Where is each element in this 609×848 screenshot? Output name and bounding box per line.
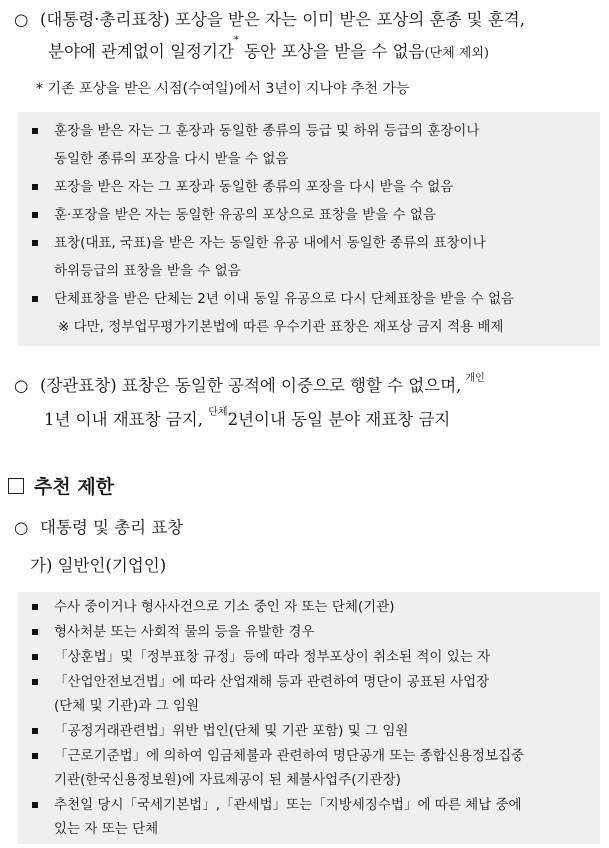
section-heading (8, 472, 114, 499)
paragraph-line: 2년이내 동일 분야 재표창 금지 (227, 410, 451, 429)
circle-bullet: ○ (14, 518, 29, 537)
list-item-text: 표창(대표, 국표)을 받은 자는 동일한 유공 내에서 동일한 종류의 표창이나 (54, 235, 486, 251)
list-item-text: 단체표창을 받은 단체는 2년 이내 동일 유공으로 다시 단체표창을 받을 수 없음 (54, 291, 515, 307)
square-bullet-icon (32, 128, 38, 134)
list-item-text: 수사 중이거나 형사사건으로 기소 중인 자 또는 단체(기관) (54, 599, 395, 615)
list-item-continuation: 기관(한국신용정보원)에 자료제공이 된 체불사업주(기관장) (54, 772, 401, 788)
list-item-text: 훈·포장을 받은 자는 동일한 유공의 포상으로 표창을 받을 수 없음 (54, 207, 436, 223)
paragraph-line: 1년 이내 재표창 금지, (44, 410, 203, 429)
circle-bullet: ○ (14, 376, 29, 395)
list-item-text: 「공정거래관련법」위반 법인(단체 및 기관 포함) 및 그 임원 (54, 723, 409, 739)
list-item-text: 「근로기준법」에 의하여 임금체불과 관련하여 명단공개 또는 종합신용정보집중 (54, 748, 525, 764)
list-item-text: 「산업안전보건법」에 따라 산업재해 등과 관련하여 명단이 공표된 사업장 (54, 674, 490, 690)
list-item-text: 포장을 받은 자는 그 포장과 동일한 종류의 포장을 다시 받을 수 없음 (54, 179, 454, 195)
section-title-text: 추천 제한 (34, 476, 115, 498)
footnote-text: * 기존 포상을 받은 시점(수여일)에서 3년이 지나야 추천 가능 (36, 81, 410, 97)
paragraph-presidential-recommendation (14, 514, 183, 538)
footnote-mark: * (233, 35, 239, 46)
list-item-text: 「상훈법」및「정부표창 규정」등에 따라 정부포상이 취소된 적이 있는 자 (54, 649, 491, 665)
empty-square-icon (8, 478, 24, 494)
square-bullet-icon (32, 629, 38, 635)
paragraph-line: 분야에 관계없이 일정기간 (48, 42, 234, 61)
restriction-box-awards (18, 112, 600, 346)
square-bullet-icon (32, 802, 38, 808)
superscript-label: 개인 (465, 373, 485, 384)
list-item-text: 훈장을 받은 자는 그 훈장과 동일한 종류의 등급 및 하위 등급의 훈장이나 (54, 123, 480, 139)
square-bullet-icon (32, 654, 38, 660)
square-bullet-icon (32, 240, 38, 246)
paragraph-line: (장관표창) 표창은 동일한 공적에 이중으로 행할 수 없으며, (40, 376, 462, 395)
list-item-continuation: 있는 자 또는 단체 (54, 821, 159, 837)
list-item-note: ※ 다만, 정부업무평가기본법에 따른 우수기관 표창은 재포상 금지 적용 배제 (58, 319, 504, 335)
paragraph-line: 대통령 및 총리 표창 (40, 518, 184, 537)
square-bullet-icon (32, 679, 38, 685)
circle-bullet: ○ (14, 10, 29, 29)
restriction-box-general (18, 592, 600, 844)
list-item-text: 형사처분 또는 사회적 물의 등을 유발한 경우 (54, 624, 315, 640)
paragraph-presidential-restriction (14, 6, 525, 30)
list-item-continuation: 동일한 종류의 포장을 다시 받을 수 없음 (54, 151, 289, 167)
paragraph-continuation (44, 406, 450, 430)
paragraph-continuation (48, 35, 489, 62)
paragraph-line: 동안 포상을 받을 수 없음 (238, 42, 425, 61)
square-bullet-icon (32, 728, 38, 734)
square-bullet-icon (32, 212, 38, 218)
square-bullet-icon (32, 296, 38, 302)
list-item-continuation: 하위등급의 표창을 받을 수 없음 (54, 263, 241, 279)
paragraph-line: (대통령·총리표창) 포상을 받은 자는 이미 받은 포상의 훈종 및 훈격, (40, 10, 525, 29)
square-bullet-icon (32, 184, 38, 190)
superscript-label: 단체 (208, 407, 228, 418)
square-bullet-icon (32, 753, 38, 759)
list-item-continuation: (단체 및 기관)과 그 임원 (54, 698, 200, 714)
paragraph-minister-restriction (14, 372, 485, 396)
paragraph-note: (단체 제외) (424, 46, 489, 61)
square-bullet-icon (32, 604, 38, 610)
subheading: 가) 일반인(기업인) (30, 556, 167, 575)
list-item-text: 추천일 당시「국세기본법」,「관세법」또는「지방세징수법」에 따른 체납 중에 (54, 797, 522, 813)
